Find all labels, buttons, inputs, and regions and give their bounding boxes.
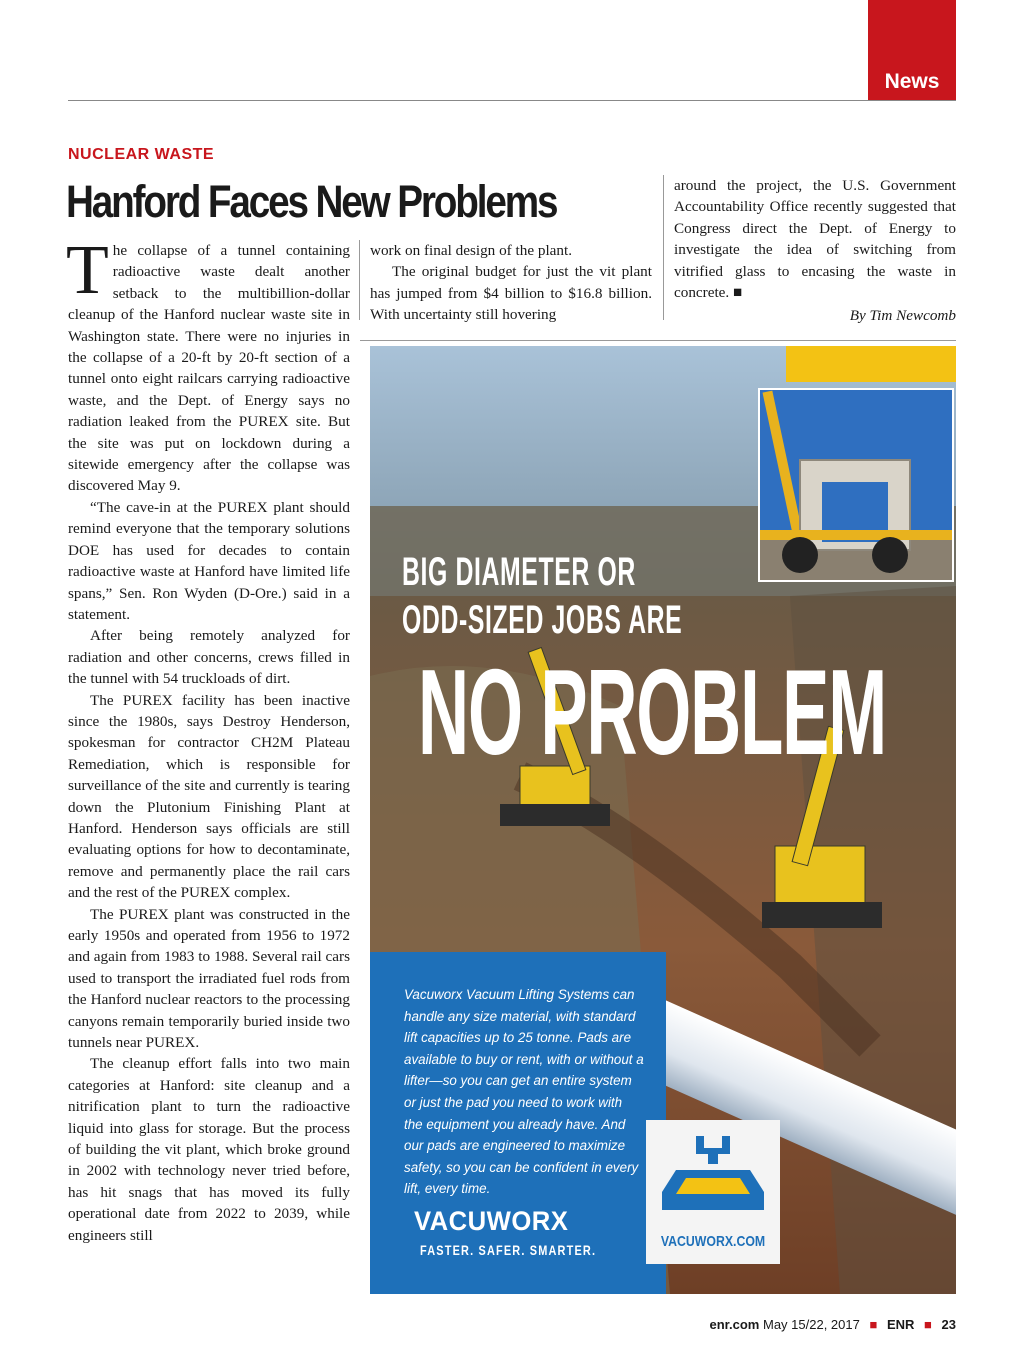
kicker: NUCLEAR WASTE [68, 146, 215, 163]
paragraph: The cleanup effort falls into two main categories at Hanford: site cleanup and a nitrification plant to turn the radioactive liquid into glass for storage. But the process of building the vit plant, which broke ground in 2002 with technology never tried before, has hit snags that has moved its fully operational date from 2022 to 2039, while engineers still [68, 1055, 350, 1244]
byline: By Tim Newcomb [849, 307, 956, 325]
paragraph: around the project, the U.S. Government Accountability Office recently suggested that Congress direct the Dept. of Energy to investigate the idea of switching from vitrified glass to encasing the waste in concrete. ■ [674, 177, 956, 302]
ad-logo-box[interactable] [646, 1120, 780, 1264]
article-column-1 [66, 232, 350, 1246]
column-divider [359, 240, 360, 320]
footer-separator: ■ [924, 1317, 932, 1332]
vacuworx-pad-icon [646, 1120, 780, 1230]
paragraph: After being remotely analyzed for radiation and other concerns, crews filled in the tunnel with 54 truckloads of dirt. [68, 627, 350, 688]
section-tab: News [868, 0, 956, 100]
article-column-2 [370, 240, 652, 326]
footer-date: May 15/22, 2017 [763, 1317, 860, 1332]
ad-url[interactable]: VACUWORX.COM [660, 1233, 766, 1250]
footer-site: enr.com [709, 1317, 760, 1332]
footer-separator: ■ [869, 1317, 878, 1332]
ad-copy-panel [370, 952, 666, 1294]
top-rule [68, 100, 956, 101]
ad-inset-photo [758, 388, 954, 582]
footer-publication: ENR [886, 1317, 915, 1332]
paragraph: The PUREX facility has been inactive since the 1980s, says Destroy Henderson, spokesman for contractor CH2M Plateau Remediation, which is responsible for surveillance of the site and currently is tearing down the Plutonium Finishing Plant at Hanford. Henderson says officials are still evaluating options for how to decontaminate, remove and permanently place the rail cars and the rest of the PUREX complex. [68, 691, 350, 902]
paragraph: work on final design of the plant. [370, 242, 573, 259]
column-divider [663, 175, 664, 320]
ad-headline-line-1: BIG DIAMETER OR [402, 550, 636, 594]
paragraph: The collapse of a tunnel containing radioactive waste dealt another setback to the multibillion-dollar cleanup of the Hanford nuclear waste site in Washington state. There were no injuries in the collapse of a 20-ft by 20-ft section of a tunnel onto eight railcars carrying radioactive waste, and the Dept. of Energy says no radiation leaked from the PUREX site. But the site was put on lockdown during a sitewide emergency after the collapse was discovered May 9. [66, 232, 350, 495]
page-footer [710, 1317, 956, 1332]
ad-headline-line-2: ODD-SIZED JOBS ARE [402, 598, 683, 642]
article-column-3 [674, 175, 956, 327]
ad-accent [786, 346, 956, 382]
advertisement[interactable] [370, 346, 956, 1294]
ad-headline-line-3: NO PROBLEM [418, 644, 887, 780]
paragraph: The original budget for just the vit plant has jumped from $4 billion to $16.8 billion. With uncertainty still hovering [370, 263, 652, 324]
ad-copy-text: Vacuworx Vacuum Lifting Systems can handle any size material, with standard lift capacities up to 25 tonne. Pads are available to buy or rent, with or without a lifter—so you can get an entire system or just the pad you need to work with the equipment you already have. And our pads are engineered to maximize safety, so you can be confident in every lift, every time. [404, 987, 644, 1197]
drop-cap: T [66, 232, 109, 309]
ad-tagline: FASTER. SAFER. SMARTER. [420, 1242, 597, 1258]
vacuworx-logo-text: VACUWORX [414, 1206, 569, 1236]
paragraph: “The cave-in at the PUREX plant should remind everyone that the temporary solutions DOE has used for decades to contain radioactive waste at Hanford have limited life spans,” Sen. Ron Wyden (D-Ore.) said in a statement. [68, 498, 350, 623]
ad-rule [360, 340, 956, 341]
crane-image [760, 390, 952, 580]
paragraph: The PUREX plant was constructed in the early 1950s and operated from 1956 to 1972 and again from 1983 to 1988. Several rail cars used to transport the irradiated fuel rods from the Hanford nuclear reactors to the processing canyons remain temporarily buried inside two tunnels near PUREX. [68, 905, 350, 1052]
headline: Hanford Faces New Problems [66, 176, 557, 227]
page-number: 23 [941, 1317, 956, 1332]
